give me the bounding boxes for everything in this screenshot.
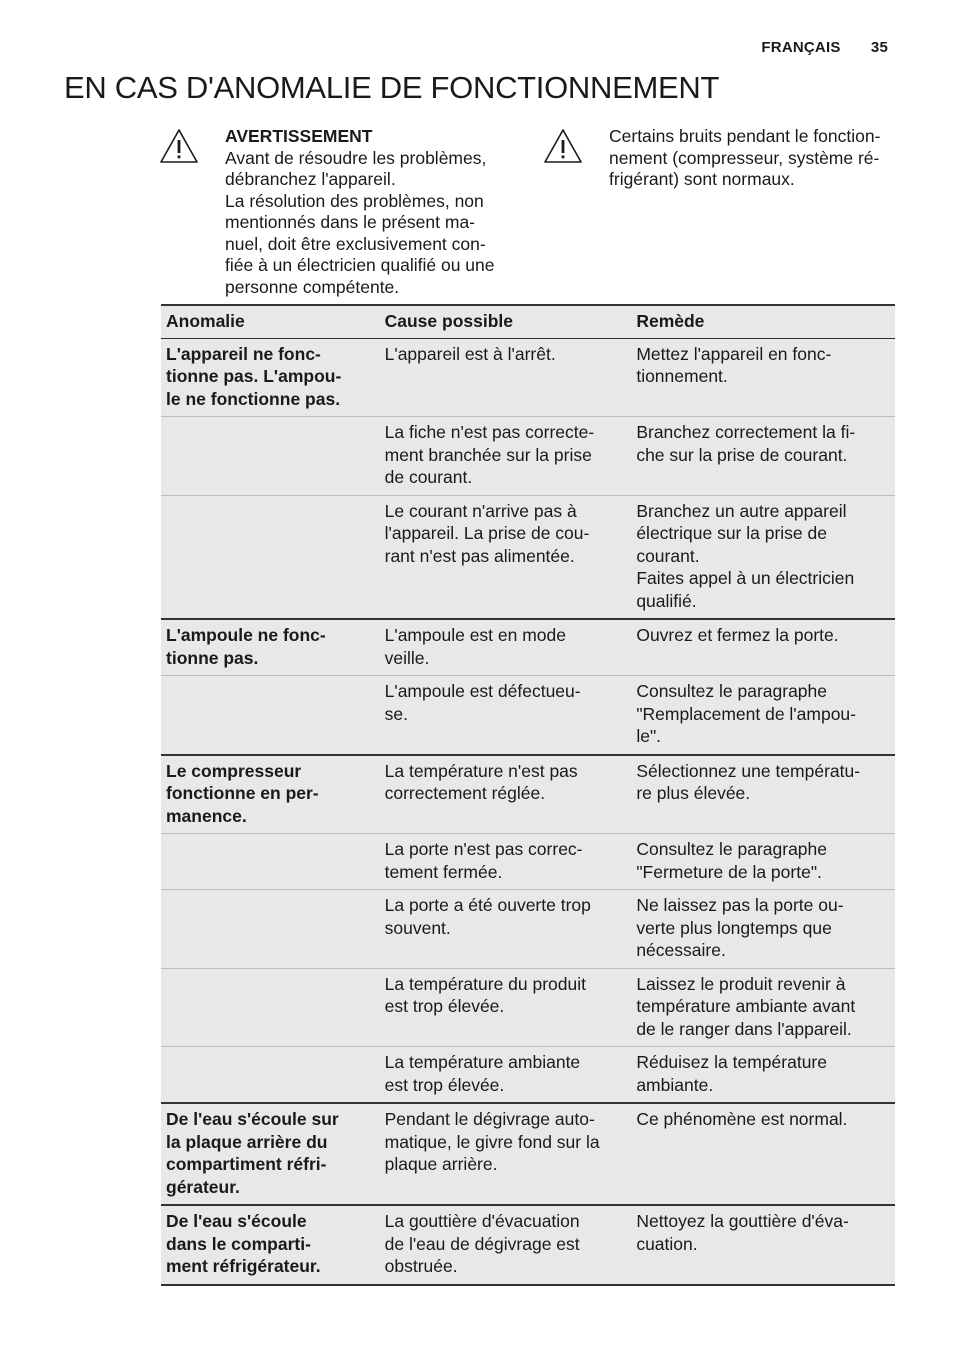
warning-triangle-icon [159,128,199,164]
cell-line: Laissez le produit revenir à [636,973,846,994]
cell-line: gérateur. [166,1176,240,1197]
remede-cell [631,495,895,619]
remede-cell [631,1103,895,1205]
remede-cell [631,619,895,676]
cell-line: Le compresseur [166,760,302,781]
troubleshooting-table [161,304,895,1286]
anomalie-cell [161,1103,380,1205]
cell-line: tionne pas. [166,647,259,668]
anomalie-cell [161,968,380,1047]
cell-line: Ouvrez et fermez la porte. [636,625,839,645]
table-row [161,417,895,496]
warning-heading: AVERTISSEMENT [225,126,373,146]
cell-line: souvent. [384,917,451,938]
cell-line: la plaque arrière du [166,1131,328,1152]
cause-cell [380,619,632,676]
cell-line: nécessaire. [636,940,726,960]
table-row [161,755,895,834]
remede-cell [631,1205,895,1285]
info-text-right [609,126,880,191]
warning-text-left [225,126,495,298]
cause-cell [380,417,632,496]
anomalie-cell [161,338,380,417]
cell-line: re plus élevée. [636,783,751,803]
cause-cell [380,1205,632,1285]
table-row [161,968,895,1047]
anomalie-cell [161,1047,380,1104]
warning-line: Avant de résoudre les problèmes, [225,147,487,168]
anomalie-cell [161,417,380,496]
warning-line: fiée à un électricien qualifié ou une [225,255,495,275]
cause-cell [380,1103,632,1205]
cell-line: le ne fonctionne pas. [166,388,341,409]
anomalie-cell [161,676,380,755]
anomalie-cell [161,495,380,619]
warning-line: nuel, doit être exclusivement con- [225,233,486,254]
anomalie-cell [161,619,380,676]
cell-line: L'ampoule est défectueu- [384,681,581,701]
remede-cell [631,417,895,496]
cell-line: fonctionne en per- [166,783,319,803]
cell-line: Pendant le dégivrage auto- [384,1109,595,1129]
cell-line: La température n'est pas [384,760,578,781]
anomalie-cell [161,890,380,969]
cell-line: Sélectionnez une températu- [636,760,861,781]
page-title: EN CAS D'ANOMALIE DE FONCTIONNEMENT [64,70,720,105]
remede-cell [631,890,895,969]
table-header-row [161,305,895,338]
cell-line: De l'eau s'écoule sur [166,1109,339,1129]
warning-line: mentionnés dans le présent ma- [225,212,475,232]
remede-cell [631,676,895,755]
cause-cell [380,338,632,417]
cause-cell [380,676,632,755]
cell-line: "Fermeture de la porte". [636,861,822,882]
cell-line: L'ampoule ne fonc- [166,625,326,645]
info-line: frigérant) sont normaux. [609,169,795,189]
remede-cell [631,338,895,417]
cell-line: Faites appel à un électricien [636,568,855,588]
cell-line: plaque arrière. [384,1154,498,1174]
anomalie-cell [161,1205,380,1285]
cell-line: manence. [166,805,247,826]
language-label: FRANÇAIS [761,39,841,56]
cell-line: obstruée. [384,1256,458,1276]
cell-line: cuation. [636,1233,698,1254]
cell-line: La fiche n'est pas correcte- [384,422,595,442]
cause-cell [380,890,632,969]
cell-line: "Remplacement de l'ampou- [636,703,856,724]
remede-cell [631,834,895,890]
cell-line: dans le comparti- [166,1233,311,1254]
cell-line: Réduisez la température [636,1052,827,1072]
warning-line: débranchez l'appareil. [225,169,396,189]
cell-line: ment réfrigérateur. [166,1256,321,1276]
table-body [161,338,895,1285]
cell-line: est trop élevée. [384,996,505,1016]
cell-line: Ne laissez pas la porte ou- [636,895,844,915]
table-row [161,676,895,755]
cell-line: Ce phénomène est normal. [636,1109,848,1129]
cell-line: le". [636,726,662,746]
column-header-anomalie: Anomalie [161,305,380,338]
cell-line: Branchez un autre appareil [636,500,847,521]
cell-line: L'ampoule est en mode [384,625,566,645]
cell-line: ambiante. [636,1074,714,1095]
cell-line: L'appareil ne fonc- [166,343,321,364]
cause-cell [380,968,632,1047]
cell-line: veille. [384,647,430,668]
cell-line: est trop élevée. [384,1074,505,1095]
cell-line: De l'eau s'écoule [166,1211,307,1231]
cell-line: de l'eau de dégivrage est [384,1233,580,1254]
cell-line: rant n'est pas alimentée. [384,545,575,566]
anomalie-cell [161,755,380,834]
cell-line: tionne pas. L'ampou- [166,366,342,386]
cell-line: Le courant n'arrive pas à [384,500,577,521]
table-row [161,1205,895,1285]
info-line: nement (compresseur, système ré- [609,147,880,168]
table-row [161,834,895,890]
cell-line: La température du produit [384,973,587,994]
info-line: Certains bruits pendant le fonction- [609,126,881,146]
table-row [161,495,895,619]
cell-line: qualifié. [636,590,697,611]
cell-line: se. [384,703,408,724]
cell-line: La gouttière d'évacuation [384,1211,580,1231]
cell-line: tement fermée. [384,861,503,882]
column-header-cause: Cause possible [380,305,632,338]
page-number: 35 [870,39,888,56]
cell-line: l'appareil. La prise de cou- [384,523,590,543]
cell-line: compartiment réfri- [166,1154,327,1174]
remede-cell [631,968,895,1047]
cell-line: Consultez le paragraphe [636,839,828,859]
cell-line: che sur la prise de courant. [636,444,848,465]
cell-line: Nettoyez la gouttière d'éva- [636,1211,849,1231]
table-row [161,890,895,969]
cause-cell [380,1047,632,1104]
warning-line: La résolution des problèmes, non [225,190,484,211]
cause-cell [380,495,632,619]
column-header-remede: Remède [631,305,895,338]
warning-line: personne compétente. [225,276,400,297]
cell-line: de courant. [384,467,473,487]
cell-line: Branchez correctement la fi- [636,422,856,442]
anomalie-cell [161,834,380,890]
table-row [161,338,895,417]
page-header [761,39,888,56]
cell-line: électrique sur la prise de [636,523,827,543]
cell-line: L'appareil est à l'arrêt. [384,343,556,364]
cell-line: correctement réglée. [384,783,546,803]
table-row [161,1103,895,1205]
warning-triangle-icon [543,128,583,164]
cell-line: Consultez le paragraphe [636,681,828,701]
cell-line: tionnement. [636,366,728,386]
cell-line: de le ranger dans l'appareil. [636,1018,852,1039]
cell-line: La température ambiante [384,1052,581,1072]
cell-line: matique, le givre fond sur la [384,1131,600,1152]
table-row [161,619,895,676]
cause-cell [380,755,632,834]
cell-line: La porte a été ouverte trop [384,895,591,915]
table-row [161,1047,895,1104]
cause-cell [380,834,632,890]
cell-line: Mettez l'appareil en fonc- [636,343,832,364]
cell-line: La porte n'est pas correc- [384,839,583,859]
cell-line: courant. [636,545,700,566]
remede-cell [631,1047,895,1104]
cell-line: ment branchée sur la prise [384,444,592,465]
remede-cell [631,755,895,834]
cell-line: verte plus longtemps que [636,917,832,938]
cell-line: température ambiante avant [636,996,856,1016]
